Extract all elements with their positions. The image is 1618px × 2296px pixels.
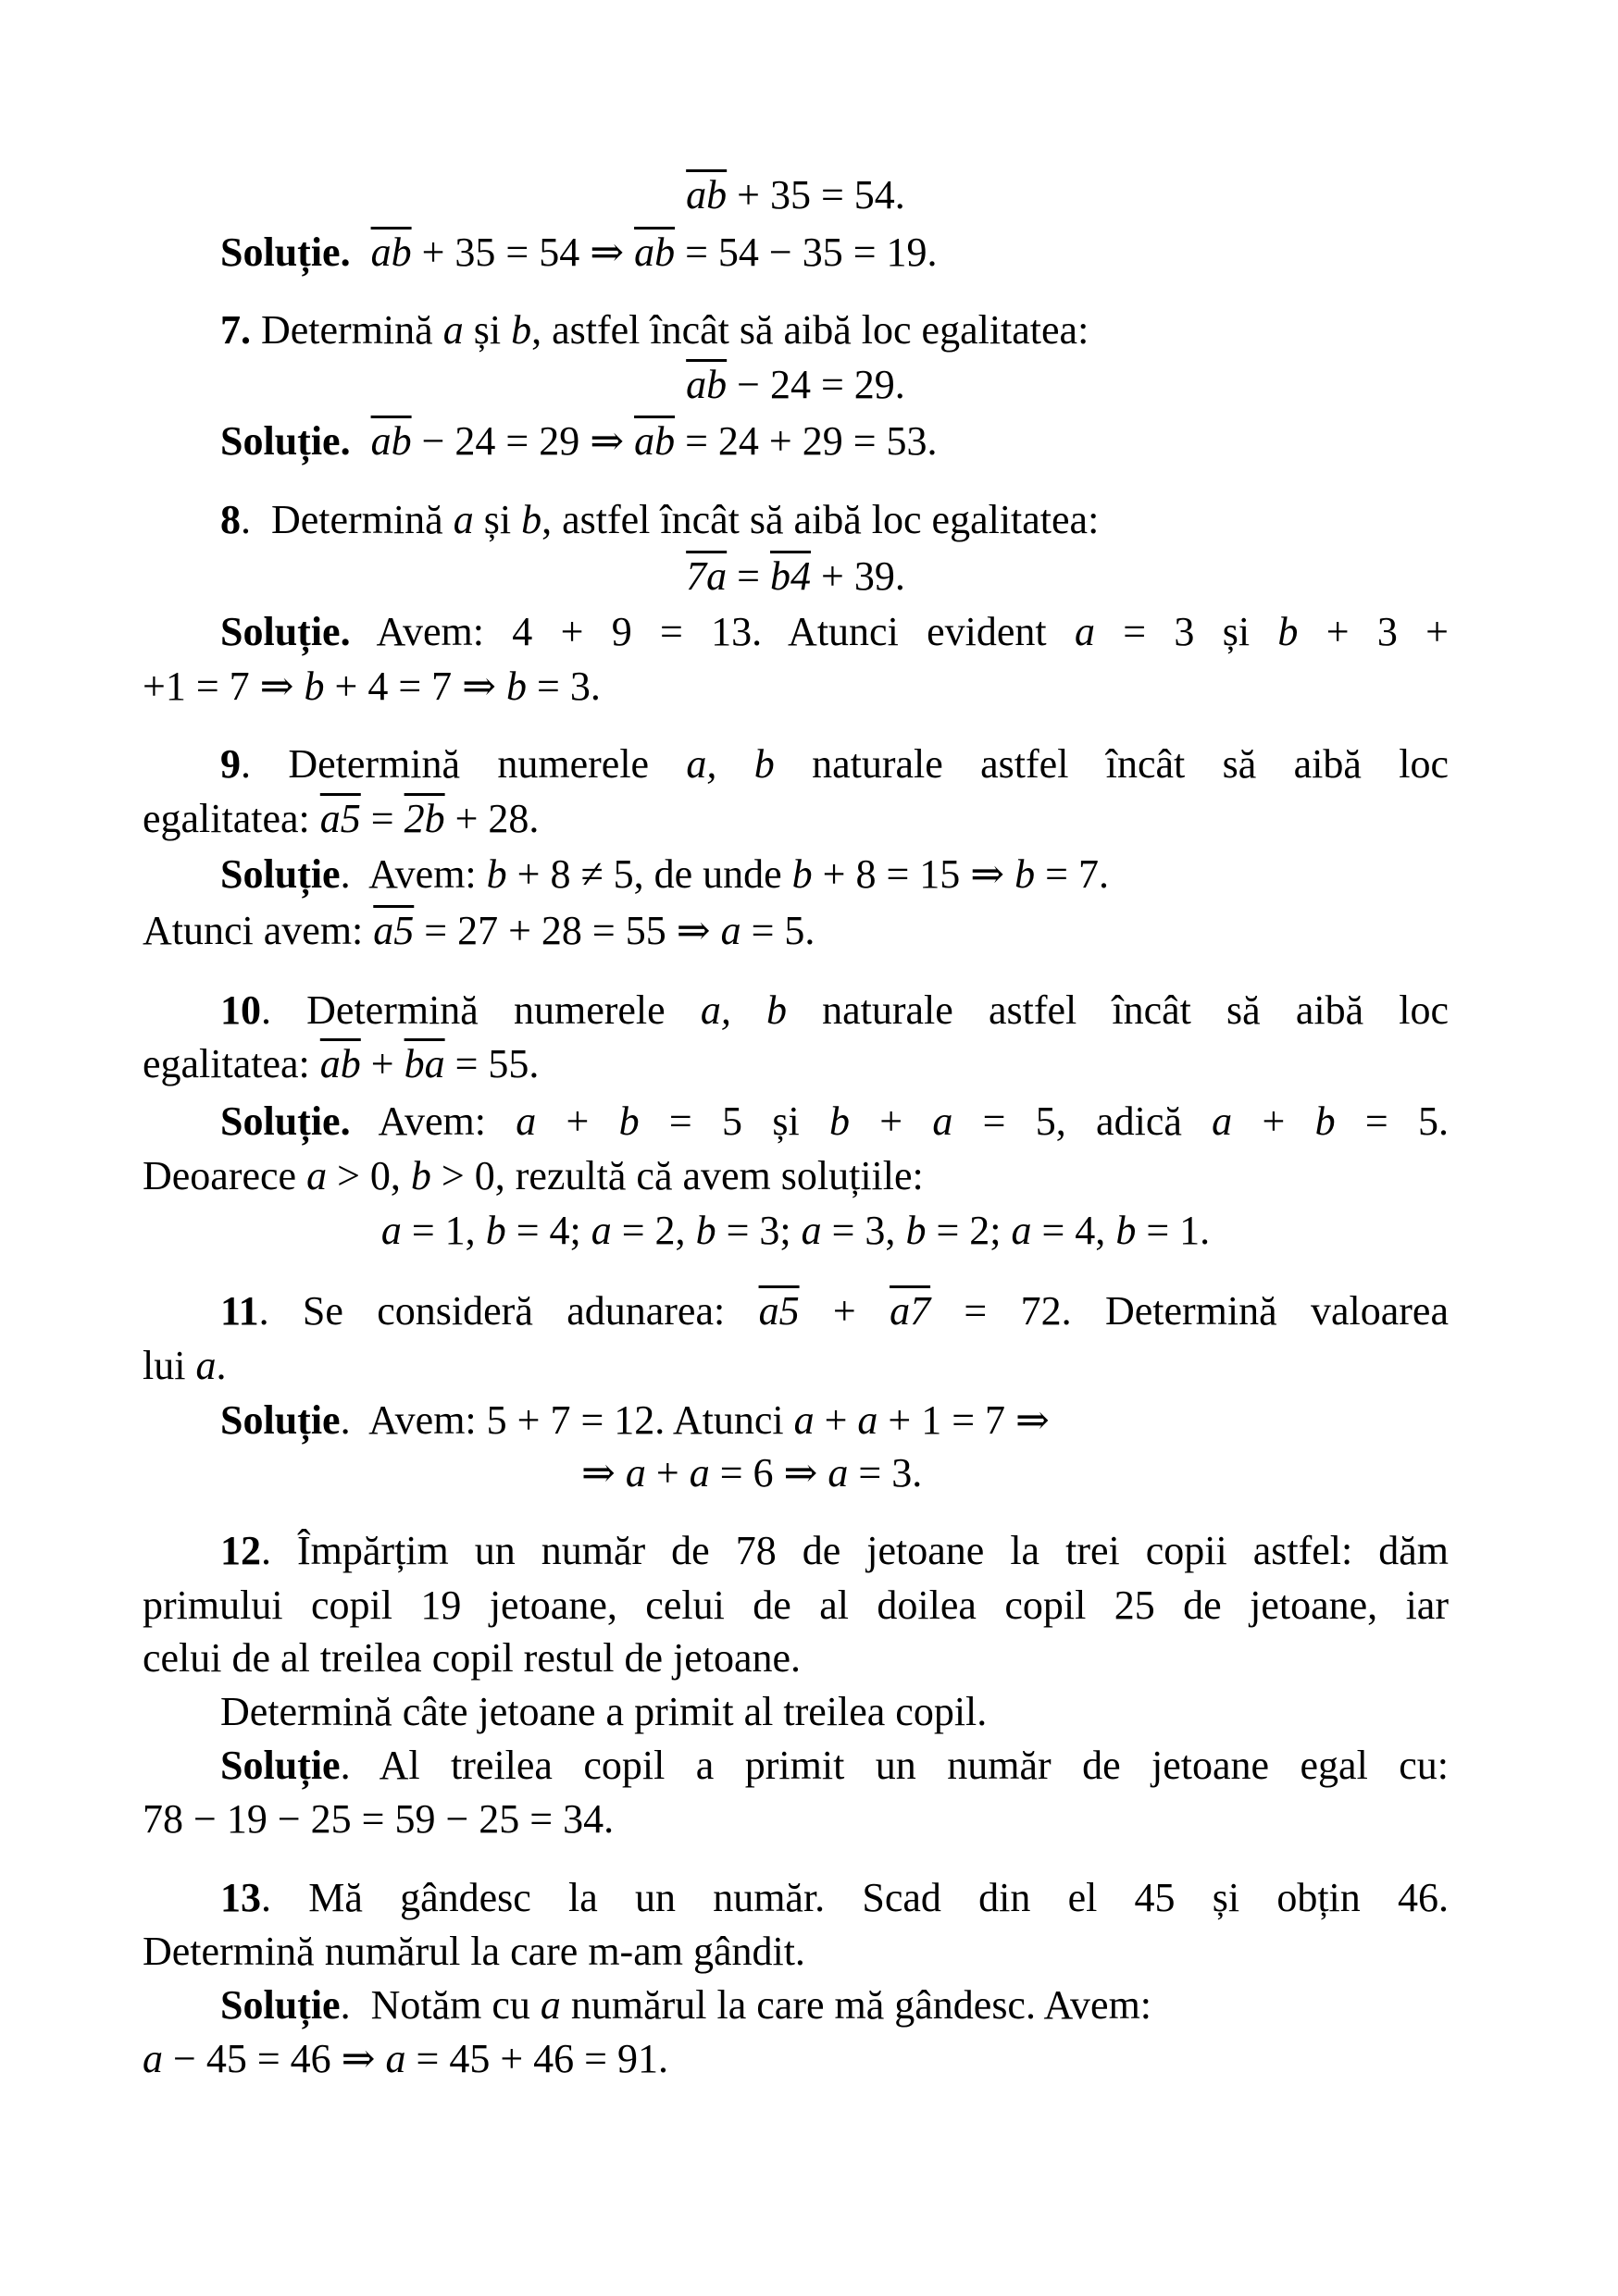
text-run: Determină câte jetoane a primit al treilea copil.	[220, 1689, 988, 1734]
text-run	[351, 230, 371, 275]
equation-7	[143, 357, 1449, 413]
math-variable: a	[857, 1397, 878, 1443]
problem-8	[143, 492, 1449, 548]
text-run: − 24 = 29.	[727, 362, 905, 407]
text-run: naturale astfel încât să aibă loc	[786, 987, 1450, 1033]
math-variable: b	[1314, 1098, 1336, 1144]
problem-9	[143, 737, 1449, 792]
problem-12	[143, 1523, 1449, 1579]
text-run: + 35 = 54 ⇒	[411, 230, 635, 275]
overlined-number: $\overline{ab}$	[634, 418, 676, 464]
text-run: Deoarece	[143, 1153, 307, 1198]
bold-label: Soluție.	[220, 230, 351, 275]
text-run: Determină	[251, 307, 443, 353]
math-variable: b	[511, 307, 532, 353]
text-run: +	[360, 1041, 404, 1086]
text-run: egalitatea:	[143, 1041, 320, 1086]
math-variable: a	[195, 1343, 217, 1388]
text-run: +	[799, 1288, 890, 1334]
text-run: = 7.	[1035, 851, 1109, 897]
math-variable: a	[516, 1098, 537, 1144]
solution-11	[143, 1393, 1449, 1448]
math-variable: b	[1115, 1208, 1137, 1253]
bold-label: Soluție	[220, 1743, 341, 1788]
text-run: și	[473, 497, 522, 542]
text-run: = 24 + 29 = 53.	[675, 418, 938, 464]
math-variable: a	[828, 1450, 849, 1496]
solution-12-cont	[143, 1792, 1449, 1847]
math-variable: a	[540, 1982, 561, 2028]
math-variable: b	[521, 497, 542, 542]
math-variable: a	[453, 497, 474, 542]
text-run: = 45 + 46 = 91.	[405, 2036, 668, 2081]
math-variable: a	[625, 1450, 646, 1496]
text-run: . Se consideră adunarea:	[258, 1288, 759, 1334]
text-run: = 5.	[741, 908, 815, 953]
text-run: = 27 + 28 = 55 ⇒	[414, 908, 721, 953]
bold-label: Soluție.	[220, 1098, 351, 1144]
math-variable: a	[720, 908, 741, 953]
problem-10	[143, 983, 1449, 1038]
math-variable: a	[385, 2036, 406, 2081]
problem-12-line2	[143, 1578, 1449, 1633]
text-run: +	[814, 1397, 858, 1443]
solution-10	[143, 1094, 1449, 1149]
text-run: = 1,	[401, 1208, 486, 1253]
text-run: − 24 = 29 ⇒	[411, 418, 635, 464]
math-variable: b	[695, 1208, 716, 1253]
bold-label: 7.	[220, 307, 251, 353]
text-run: . Determină numerele	[261, 987, 701, 1033]
problem-13-cont	[143, 1924, 1449, 1980]
text-run: Determină numărul la care m-am gândit.	[143, 1929, 805, 1974]
text-run: Atunci avem:	[143, 908, 374, 953]
overlined-number: $\overline{ab}$	[634, 230, 676, 275]
math-variable: b	[828, 1098, 850, 1144]
text-run: + 8 ≠ 5, de unde	[506, 851, 792, 897]
text-run: lui	[143, 1343, 196, 1388]
bold-label: 11	[220, 1288, 259, 1334]
math-variable: b	[410, 1153, 431, 1198]
bold-label: 10	[220, 987, 261, 1033]
problem-11-cont	[143, 1338, 1449, 1394]
bold-label: Soluție	[220, 1982, 341, 2028]
overlined-number: a7	[890, 1288, 931, 1334]
math-variable: a	[932, 1098, 953, 1144]
overlined-number: b4	[770, 553, 811, 599]
text-run: + 28.	[444, 796, 540, 841]
text-run: = 2;	[926, 1208, 1012, 1253]
overlined-number: $\overline{ab}$	[686, 172, 728, 217]
bold-label: 12	[220, 1528, 261, 1573]
text-run: = 54 − 35 = 19.	[675, 230, 938, 275]
math-variable: a	[442, 307, 464, 353]
bold-label: Soluție.	[220, 609, 351, 654]
math-variable: a	[1074, 609, 1095, 654]
bold-label: 9	[220, 741, 241, 787]
equation-6	[143, 168, 1449, 223]
math-variable: a	[801, 1208, 822, 1253]
text-run: = 5.	[1335, 1098, 1449, 1144]
text-run: . Determină numerele	[241, 741, 687, 787]
text-run: . Avem:	[340, 851, 487, 897]
text-run: . Determină	[241, 497, 454, 542]
math-variable: b	[485, 1208, 506, 1253]
overlined-number: a5	[319, 796, 361, 841]
text-run: = 6 ⇒	[709, 1450, 828, 1496]
text-run: +	[1232, 1098, 1315, 1144]
text-run: primului copil 19 jetoane, celui de al doilea copil 25 de jetoane, iar	[143, 1582, 1449, 1628]
text-run	[351, 418, 371, 464]
overlined-number: 2b	[404, 796, 445, 841]
solution-8	[143, 604, 1449, 660]
overlined-number: $\overline{ab}$	[686, 362, 728, 407]
text-run: > 0, rezultă că avem soluțiile:	[430, 1153, 924, 1198]
text-run: = 3.	[527, 664, 601, 709]
text-run: > 0,	[327, 1153, 411, 1198]
text-run: naturale astfel încât să aibă loc	[774, 741, 1449, 787]
math-variable: b	[304, 664, 325, 709]
overlined-number: $\overline{ab}$	[319, 1041, 361, 1086]
text-run: Avem: 4 + 9 = 13. Atunci evident	[350, 609, 1075, 654]
text-run: = 3;	[716, 1208, 802, 1253]
solution-12	[143, 1738, 1449, 1793]
text-run: +	[645, 1450, 690, 1496]
math-variable: a	[143, 2036, 163, 2081]
overlined-number: 7a	[686, 553, 728, 599]
overlined-number: a5	[373, 908, 415, 953]
solution-6	[143, 225, 1449, 280]
text-run: = 2,	[611, 1208, 696, 1253]
text-run: celui de al treilea copil restul de jetoane.	[143, 1635, 802, 1681]
text-run: = 4;	[505, 1208, 591, 1253]
problem-12-line3	[143, 1631, 1449, 1686]
text-run: , astfel încât să aibă loc egalitatea:	[531, 307, 1089, 353]
text-run: +1 = 7 ⇒	[143, 664, 305, 709]
text-run: .	[216, 1343, 227, 1388]
math-variable: b	[905, 1208, 927, 1253]
math-variable: a	[1011, 1208, 1032, 1253]
text-run: = 55.	[444, 1041, 540, 1086]
text-run: . Avem: 5 + 7 = 12. Atunci	[340, 1397, 794, 1443]
solution-10-list	[143, 1203, 1449, 1259]
problem-11	[143, 1284, 1449, 1339]
solution-11-cont	[143, 1446, 1449, 1501]
math-variable: a	[689, 1450, 710, 1496]
bold-label: Soluție.	[220, 418, 351, 464]
math-variable: a	[591, 1208, 612, 1253]
text-run: +	[536, 1098, 619, 1144]
math-variable: b	[791, 851, 813, 897]
solution-9	[143, 847, 1449, 902]
text-run: . Notăm cu	[340, 1982, 541, 2028]
text-run: + 8 = 15 ⇒	[812, 851, 1015, 897]
math-variable: a	[1212, 1098, 1233, 1144]
bold-label: Soluție	[220, 851, 341, 897]
solution-10-cont	[143, 1148, 1449, 1204]
text-run: = 3.	[848, 1450, 923, 1496]
text-run: = 5 și	[639, 1098, 829, 1144]
math-variable: a	[793, 1397, 815, 1443]
problem-7	[143, 303, 1449, 358]
math-variable: b	[1014, 851, 1036, 897]
text-run: ⇒	[581, 1450, 626, 1496]
math-variable: b	[618, 1098, 640, 1144]
text-run: egalitatea:	[143, 796, 320, 841]
bold-label: 13	[220, 1875, 261, 1920]
text-run: și	[463, 307, 512, 353]
bold-label: Soluție	[220, 1397, 341, 1443]
overlined-number: a5	[758, 1288, 800, 1334]
text-run: =	[360, 796, 404, 841]
text-run: Avem:	[350, 1098, 517, 1144]
text-run: = 4,	[1031, 1208, 1116, 1253]
problem-10-cont	[143, 1036, 1449, 1092]
math-variable: a	[380, 1208, 402, 1253]
solution-13-cont	[143, 2031, 1449, 2087]
problem-13	[143, 1870, 1449, 1926]
equation-8	[143, 549, 1449, 604]
text-run: , astfel încât să aibă loc egalitatea:	[541, 497, 1100, 542]
solution-7	[143, 414, 1449, 469]
math-variable: a, b	[686, 741, 775, 787]
text-run: = 3 și	[1094, 609, 1278, 654]
text-run: + 1 = 7 ⇒	[877, 1397, 1050, 1443]
text-run: 78 − 19 − 25 = 59 − 25 = 34.	[143, 1796, 615, 1842]
solution-9-cont	[143, 903, 1449, 959]
text-run: = 72. Determină valoarea	[930, 1288, 1449, 1334]
solution-13	[143, 1978, 1449, 2033]
overlined-number: $\overline{ab}$	[370, 230, 412, 275]
text-run: − 45 = 46 ⇒	[163, 2036, 386, 2081]
text-run: . Al treilea copil a primit un număr de jetoane egal cu:	[340, 1743, 1449, 1788]
problem-12-question	[143, 1684, 1449, 1740]
text-run: + 3 +	[1298, 609, 1449, 654]
overlined-number: $\overline{ab}$	[370, 418, 412, 464]
text-run: numărul la care mă gândesc. Avem:	[560, 1982, 1152, 2028]
math-variable: b	[486, 851, 507, 897]
text-run: = 3,	[821, 1208, 906, 1253]
overlined-number: $\overline{ba}$	[404, 1041, 445, 1086]
math-variable: a, b	[700, 987, 787, 1033]
solution-8-cont	[143, 659, 1449, 714]
math-variable: b	[506, 664, 527, 709]
text-run: + 4 = 7 ⇒	[324, 664, 506, 709]
text-run: . Mă gândesc la un număr. Scad din el 45 și obțin 46.	[261, 1875, 1449, 1920]
text-run: +	[849, 1098, 933, 1144]
text-run: + 39.	[811, 553, 905, 599]
text-run: . Împărțim un număr de 78 de jetoane la trei copii astfel: dăm	[261, 1528, 1449, 1573]
problem-9-cont	[143, 791, 1449, 847]
text-run: =	[727, 553, 770, 599]
text-run: = 1.	[1136, 1208, 1211, 1253]
math-variable: b	[1277, 609, 1299, 654]
math-variable: a	[306, 1153, 328, 1198]
bold-label: 8	[220, 497, 241, 542]
text-run: = 5, adică	[952, 1098, 1213, 1144]
text-run: + 35 = 54.	[727, 172, 905, 217]
